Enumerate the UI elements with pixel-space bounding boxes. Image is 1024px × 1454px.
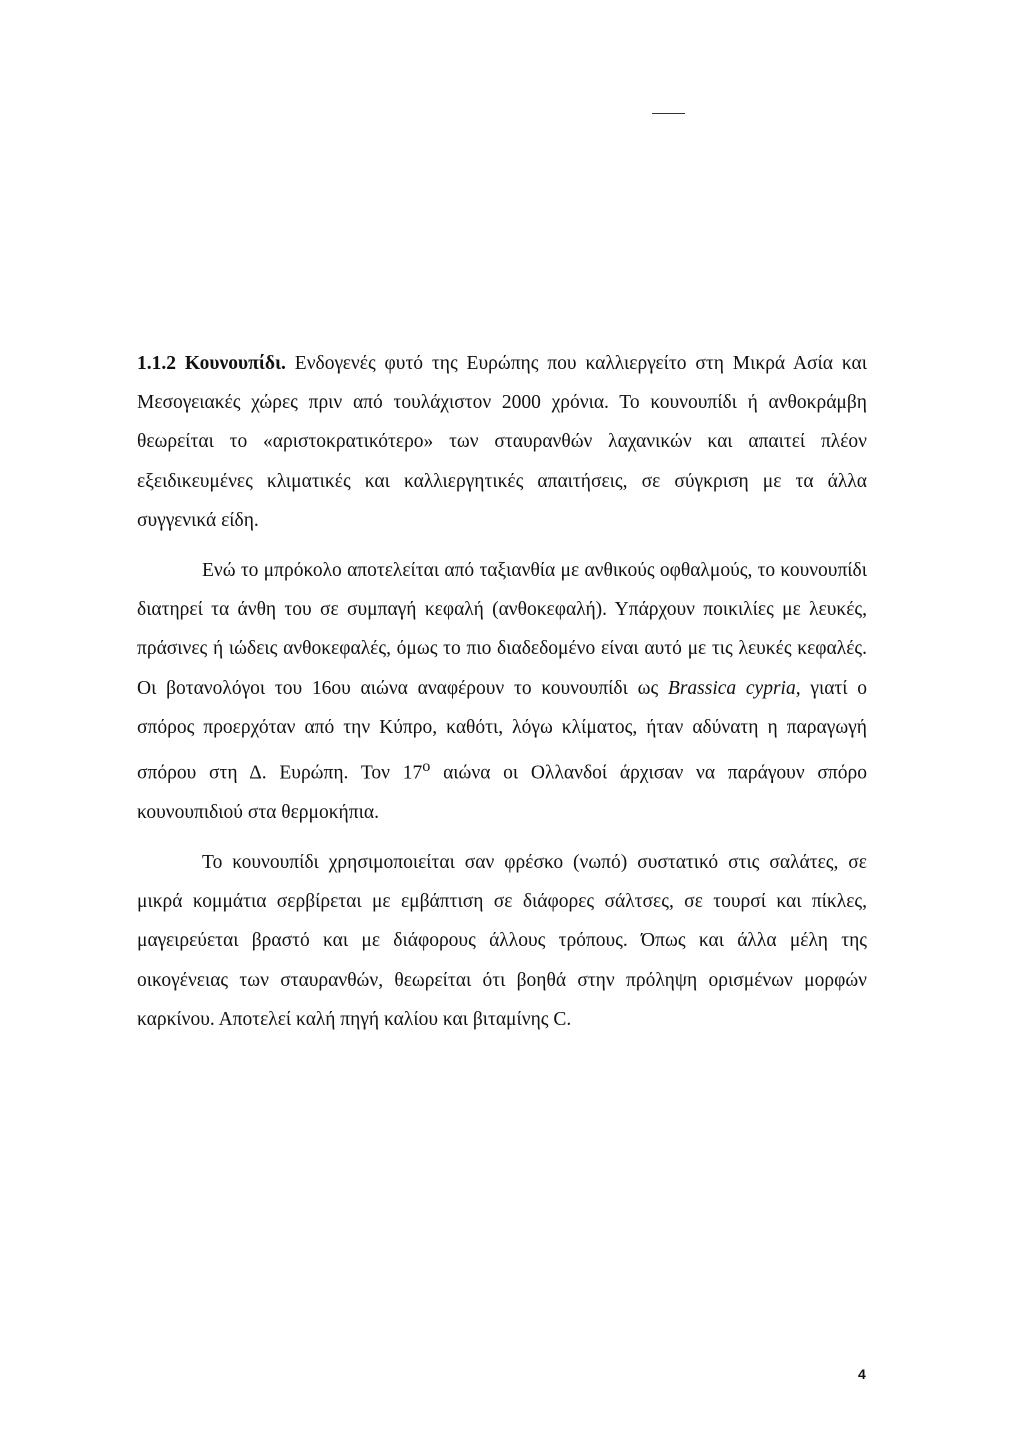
paragraph-description-text-3: αιώνα οι Ολλανδοί άρχισαν να παράγουν σπόρο κουνουπιδιού στα θερμοκήπια.	[137, 762, 867, 823]
paragraph-uses-text: Το κουνουπίδι χρησιμοποιείται σαν φρέσκο (νωπό) συστατικό στις σαλάτες, σε μικρά κομμάτια σερβίρεται με εμβάπτιση σε διάφορες σάλτσες, σε τουρσί και πίκλες, μαγειρεύεται βραστό και με διάφορους άλλους τρόπους. Όπως και άλλα μέλη της οικογένειας των σταυρανθών, θεωρείται ότι βοηθά στην πρόληψη ορισμένων μορφών καρκίνου. Αποτελεί καλή πηγή καλίου και βιταμίνης C.	[137, 851, 867, 1030]
paragraph-uses	[137, 843, 867, 1039]
paragraph-intro	[137, 344, 867, 540]
paragraph-intro-text: Ενδογενές φυτό της Ευρώπης που καλλιεργείτο στη Μικρά Ασία και Μεσογειακές χώρες πριν από τουλάχιστον 2000 χρόνια. Το κουνουπίδι ή ανθοκράμβη θεωρείται το «αριστοκρατικότερο» των σταυρανθών λαχανικών και απαιτεί πλέον εξειδικευμένες κλιματικές και καλλιεργητικές απαιτήσεις, σε σύγκριση με τα άλλα συγγενικά είδη.	[137, 353, 868, 531]
header-rule	[652, 113, 685, 114]
paragraph-description	[137, 551, 867, 832]
section-heading: 1.1.2 Κουνουπίδι.	[137, 353, 286, 374]
species-name: Brassica cypria,	[667, 677, 801, 699]
ordinal-superscript: ο	[422, 757, 431, 776]
paragraph-description-text-1: Ενώ το μπρόκολο αποτελείται από ταξιανθία με ανθικούς οφθαλμούς, το κουνουπίδι διατηρεί τα άνθη του σε συμπαγή κεφαλή (ανθοκεφαλή). Υπάρχουν ποικιλίες με λευκές, πράσινες ή ιώδεις ανθοκεφαλές, όμως το πιο διαδεδομένο είναι αυτό με τις λευκές κεφαλές. Οι βοτανολόγοι του 16ου αιώνα αναφέρουν το κουνουπίδι ως	[137, 560, 867, 699]
page-number: 4	[858, 1366, 866, 1382]
paragraph-description-text-2: γιατί ο σπόρος προερχόταν από την Κύπρο, καθότι, λόγω κλίματος, ήταν αδύνατη η παραγωγή σπόρου στη Δ. Ευρώπη. Τον 17	[137, 677, 867, 784]
body-text	[137, 344, 867, 1039]
